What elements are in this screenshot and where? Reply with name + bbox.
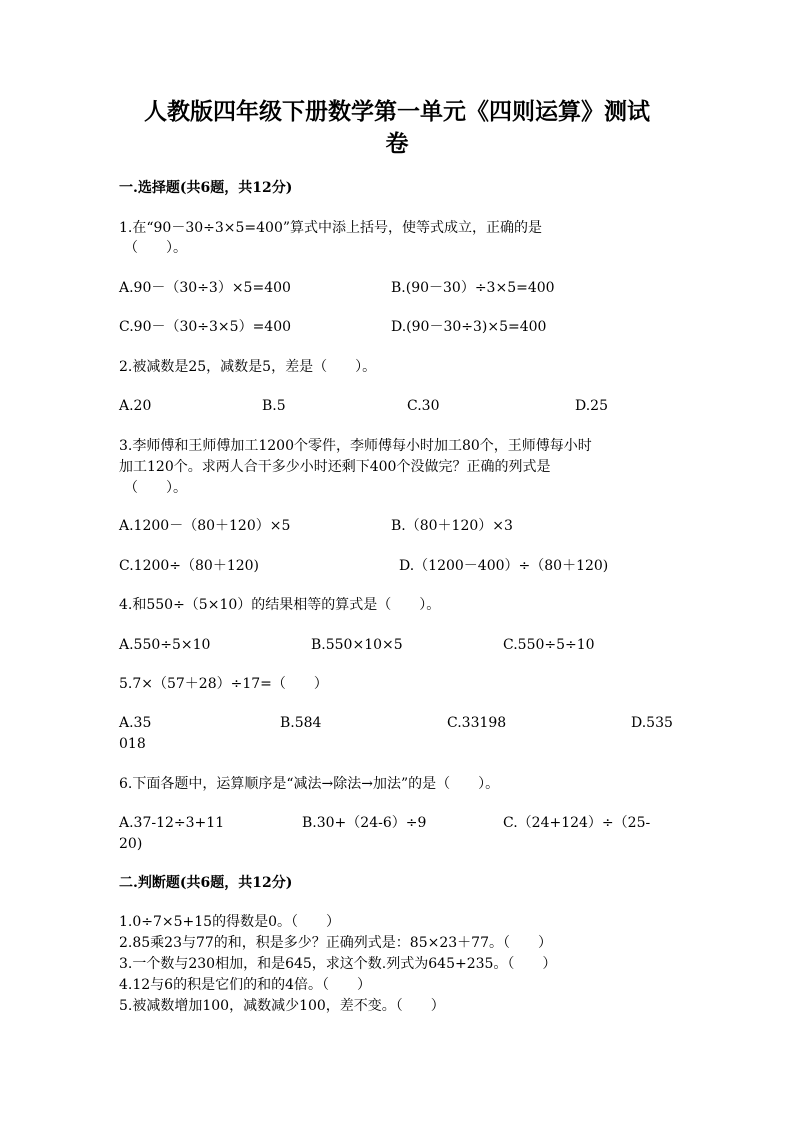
question-3-option-b: B.（80＋120）×3 [391,518,513,534]
question-2-option-b: B.5 [262,398,286,414]
page-title-line1: 人教版四年级下册数学第一单元《四则运算》测试 [144,98,650,125]
question-3-text-cont2: （ ）。 [124,480,187,496]
question-1-text-cont: （ ）。 [124,240,187,256]
question-2-text: 2.被减数是25，减数是5，差是（ ）。 [119,359,377,375]
judge-item-2: 2.85乘23与77的和，积是多少？正确列式是：85×23＋77。（ ） [119,935,552,951]
question-1-text: 1.在“90－30÷3×5=400”算式中添上括号，使等式成立，正确的是 [119,220,543,236]
question-2-option-a: A.20 [119,398,152,414]
judge-item-5: 5.被减数增加100，减数减少100，差不变。（ ） [119,998,445,1014]
question-6-option-a: A.37-12÷3+11 [119,815,225,831]
judge-item-1: 1.0÷7×5+15的得数是0。（ ） [119,914,340,930]
question-4-text: 4.和550÷（5×10）的结果相等的算式是（ ）。 [119,597,441,613]
judge-item-4: 4.12与6的积是它们的和的4倍。（ ） [119,977,371,993]
question-5-option-c: C.33198 [447,715,507,731]
question-4-option-a: A.550÷5×10 [119,637,211,653]
section-heading-choice: 一.选择题(共6题，共12分) [119,180,293,196]
question-6-text: 6.下面各题中，运算顺序是“减法→除法→加法”的是（ ）。 [119,776,500,792]
question-5-option-b: B.584 [280,715,322,731]
question-4-option-c: C.550÷5÷10 [503,637,595,653]
question-5-option-a: A.35 [119,715,152,731]
question-6-option-c: C.（24+124）÷（25- [503,815,651,831]
question-3-option-c: C.1200÷（80＋120) [119,558,260,574]
question-5-text: 5.7×（57＋28）÷17=（ ） [119,676,328,692]
question-1-option-d: D.(90－30÷3)×5=400 [391,319,547,335]
question-3-option-d: D.（1200－400）÷（80＋120) [399,558,609,574]
question-1-option-c: C.90－（30÷3×5）=400 [119,319,292,335]
question-3-option-a: A.1200－（80＋120）×5 [119,518,291,534]
question-4-option-b: B.550×10×5 [311,637,403,653]
question-3-text: 3.李师傅和王师傅加工1200个零件，李师傅每小时加工80个，王师傅每小时 [119,438,592,454]
question-1-option-a: A.90－（30÷3）×5=400 [119,280,291,296]
question-6-option-c-wrap: 20) [119,836,143,852]
section-heading-judge: 二.判断题(共6题，共12分) [119,875,293,891]
question-5-option-d-wrap: 018 [119,736,146,752]
question-2-option-d: D.25 [575,398,608,414]
judge-item-3: 3.一个数与230相加，和是645，求这个数.列式为645+235。（ ） [119,956,557,972]
question-2-option-c: C.30 [407,398,440,414]
question-3-text-cont: 加工120个。求两人合干多少小时还剩下400个没做完？正确的列式是 [119,459,551,475]
question-5-option-d: D.535 [631,715,673,731]
question-6-option-b: B.30+（24-6）÷9 [302,815,427,831]
question-1-option-b: B.(90－30）÷3×5=400 [391,280,555,296]
page-title-line2: 卷 [385,130,409,157]
